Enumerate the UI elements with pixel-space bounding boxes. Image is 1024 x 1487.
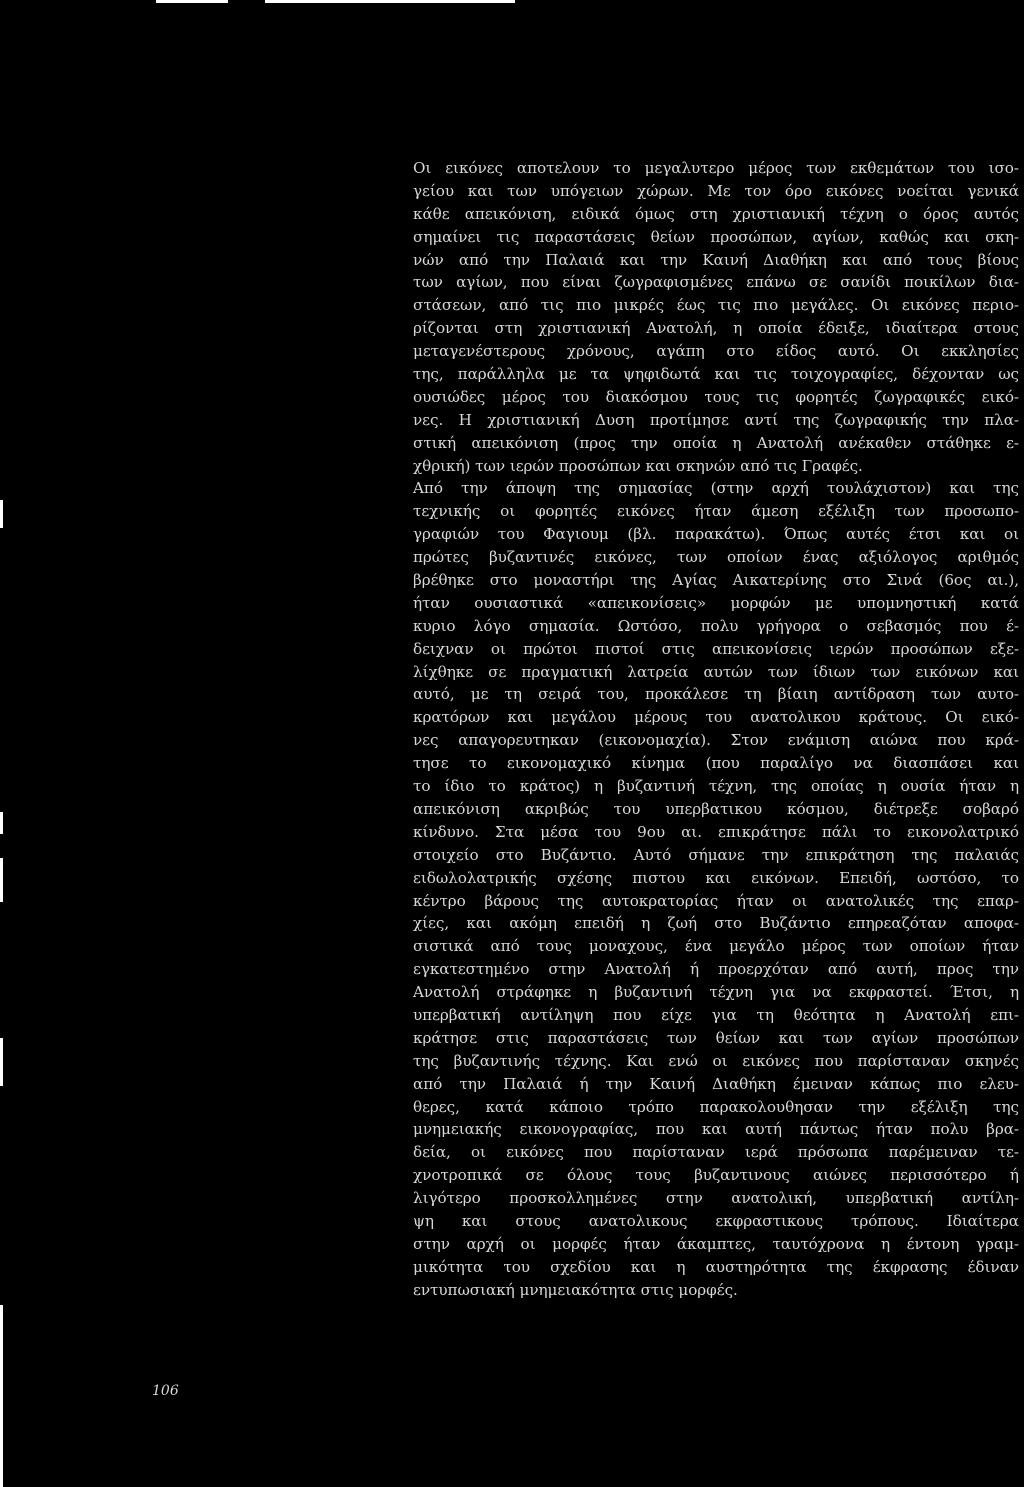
text-line: αυτό, με τη σειρά του, προκάλεσε τη βίαιη αντίδραση των αυτο- (413, 685, 1019, 704)
text-line: κράτησε στις παραστάσεις των θείων και των αγίων προσώπων (413, 1028, 1019, 1047)
body-text (413, 157, 1019, 1302)
text-line: κέντρο βάρους της αυτοκρατορίας ήταν οι ανατολικές της επαρ- (413, 891, 1019, 910)
text-line: σιστικά από τους μοναχους, ένα μεγάλο μέρος των οποίων ήταν (413, 937, 1019, 956)
text-line: κίνδυνο. Στα μέσα του 9ου αι. επικράτησε πάλι το εικονολατρικό (413, 822, 1019, 841)
text-line: εγκατεστημένο στην Ανατολή ή προερχόταν από αυτή, προς την (413, 960, 1019, 979)
text-line: χνοτροπικά σε όλους τους βυζαντινους αιώνες περισσότερο ή (413, 1166, 1019, 1185)
text-line: ψη και στους ανατολικους εκφραστικους τρόπους. Ιδιαίτερα (413, 1211, 1019, 1230)
text-line: μνημειακής εικονογραφίας, που και αυτή πάντως ήταν πολυ βρα- (413, 1120, 1019, 1139)
scan-edge-mark (0, 812, 3, 834)
text-line: νες. Η χριστιανική Δυση προτίμησε αντί της ζωγραφικής την πλα- (413, 410, 1019, 429)
text-line: απεικόνιση ακριβώς του υπερβατικου κόσμου, διέτρεξε σοβαρό (413, 799, 1019, 818)
scan-edge-mark (0, 500, 3, 528)
text-line: υπερβατική αντίληψη που είχε για τη θεότητα η Ανατολή επι- (413, 1005, 1019, 1024)
text-line: χίες, και ακόμη επειδή η ζωή στο Βυζάντιο επηρεαζόταν αποφα- (413, 914, 1019, 933)
text-line: κρατόρων και μεγάλου μέρους του ανατολικου κράτους. Οι εικό- (413, 708, 1019, 727)
text-line: εντυπωσιακή μνημειακότητα στις μορφές. (413, 1280, 738, 1299)
scan-edge-mark (0, 1038, 3, 1086)
text-line: στοιχείο στο Βυζάντιο. Αυτό σήμανε την επικράτηση της παλαιάς (413, 845, 1019, 864)
text-line: τησε το εικονομαχικό κίνημα (που παραλίγο να διασπάσει και (413, 754, 1019, 773)
text-line: δεία, οι εικόνες που παρίσταναν ιερά πρόσωπα παρέμειναν τε- (413, 1143, 1019, 1162)
text-line: ουσιώδες μέρος του διακόσμου τους τις φορητές ζωγραφικές εικό- (413, 387, 1019, 406)
text-line: λιγότερο προσκολλημένες στην ανατολική, υπερβατική αντίλη- (413, 1189, 1019, 1208)
text-line: Οι εικόνες αποτελουν το μεγαλυτερο μέρος των εκθεμάτων του ισο- (413, 159, 1019, 177)
text-line: ήταν ουσιαστικά «απεικονίσεις» μορφών με υπομνηστική κατά (413, 593, 1019, 612)
text-line: στην αρχή οι μορφές ήταν άκαμπτες, ταυτόχρονα η έντονη γραμ- (413, 1234, 1019, 1253)
text-line: κάθε απεικόνιση, ειδικά όμως στη χριστιανική τέχνη ο όρος αυτός (413, 204, 1019, 223)
scan-top-rule-right (265, 0, 515, 3)
text-line: δειχναν οι πρώτοι πιστοί στις απεικονίσεις ιερών προσώπων εξε- (413, 639, 1019, 658)
scan-edge-mark (0, 858, 3, 902)
text-line: στική απεικόνιση (προς την οποία η Ανατολή ανέκαθεν στάθηκε ε- (413, 433, 1019, 452)
text-line: κυριο λόγο σημασία. Ωστόσο, πολυ γρήγορα ο σεβασμός που έ- (413, 616, 1019, 635)
text-line: ειδωλολατρικής σχέσης πιστου και εικόνων. Επειδή, ωστόσο, το (413, 868, 1019, 887)
text-line: της βυζαντινής τέχνης. Και ενώ οι εικόνες που παρίσταναν σκηνές (413, 1051, 1019, 1070)
text-line: νών από την Παλαιά και την Καινή Διαθήκη και από τους βίους (413, 250, 1019, 269)
text-line: τεχνικής οι φορητές εικόνες ήταν άμεση εξέλιξη των προσωπο- (413, 502, 1019, 521)
text-line: σημαίνει τις παραστάσεις θείων προσώπων, αγίων, καθώς και σκη- (413, 227, 1019, 246)
scan-edge-mark (0, 1305, 3, 1487)
scan-top-rule-left (156, 0, 228, 3)
page-number: 106 (152, 1383, 179, 1399)
text-line: των αγίων, που είναι ζωγραφισμένες επάνω σε σανίδι ποικίλων δια- (413, 273, 1019, 292)
text-line: μικότητα του σχεδίου και η αυστηρότητα της έκφρασης έδιναν (413, 1257, 1019, 1276)
text-line: μεταγενέστερους χρόνους, αγάπη στο είδος αυτό. Οι εκκλησίες (413, 342, 1019, 361)
text-line: λίχθηκε σε πραγματική λατρεία αυτών των ίδιων των εικόνων και (413, 662, 1019, 681)
text-line: γραφιών του Φαγιουμ (βλ. παρακάτω). Όπως αυτές έτσι και οι (413, 525, 1019, 544)
text-line: Ανατολή στράφηκε η βυζαντινή τέχνη για να εκφραστεί. Έτσι, η (413, 983, 1019, 1002)
text-line: γείου και των υπόγειων χώρων. Με τον όρο εικόνες νοείται γενικά (413, 181, 1019, 200)
text-line: νες απαγορευτηκαν (εικονομαχία). Στον ενάμιση αιώνα που κρά- (413, 731, 1019, 750)
text-line: βρέθηκε στο μοναστήρι της Αγίας Αικατερίνης στο Σινά (6ος αι.), (413, 571, 1019, 590)
text-line: θερες, κατά κάποιο τρόπο παρακολουθησαν την εξέλιξη της (413, 1097, 1019, 1116)
text-line: χθρική) των ιερών προσώπων και σκηνών από τις Γραφές. (413, 456, 863, 475)
text-line: ρίζονται στη χριστιανική Ανατολή, η οποία έδειξε, ιδιαίτερα στους (413, 319, 1019, 338)
text-line: Από την άποψη της σημασίας (στην αρχή τουλάχιστον) και της (413, 479, 1019, 498)
text-line: από την Παλαιά ή την Καινή Διαθήκη έμειναν κάπως πιο ελευ- (413, 1074, 1019, 1093)
text-line: στάσεων, από τις πιο μικρές έως τις πιο μεγάλες. Οι εικόνες περιο- (413, 296, 1019, 315)
text-line: της, παράλληλα με τα ψηφιδωτά και τις τοιχογραφίες, δέχονταν ως (413, 365, 1019, 384)
text-line: το ίδιο το κράτος) η βυζαντινή τέχνη, της οποίας η ουσία ήταν η (413, 777, 1019, 796)
text-line: πρώτες βυζαντινές εικόνες, των οποίων ένας αξιόλογος αριθμός (413, 548, 1019, 567)
